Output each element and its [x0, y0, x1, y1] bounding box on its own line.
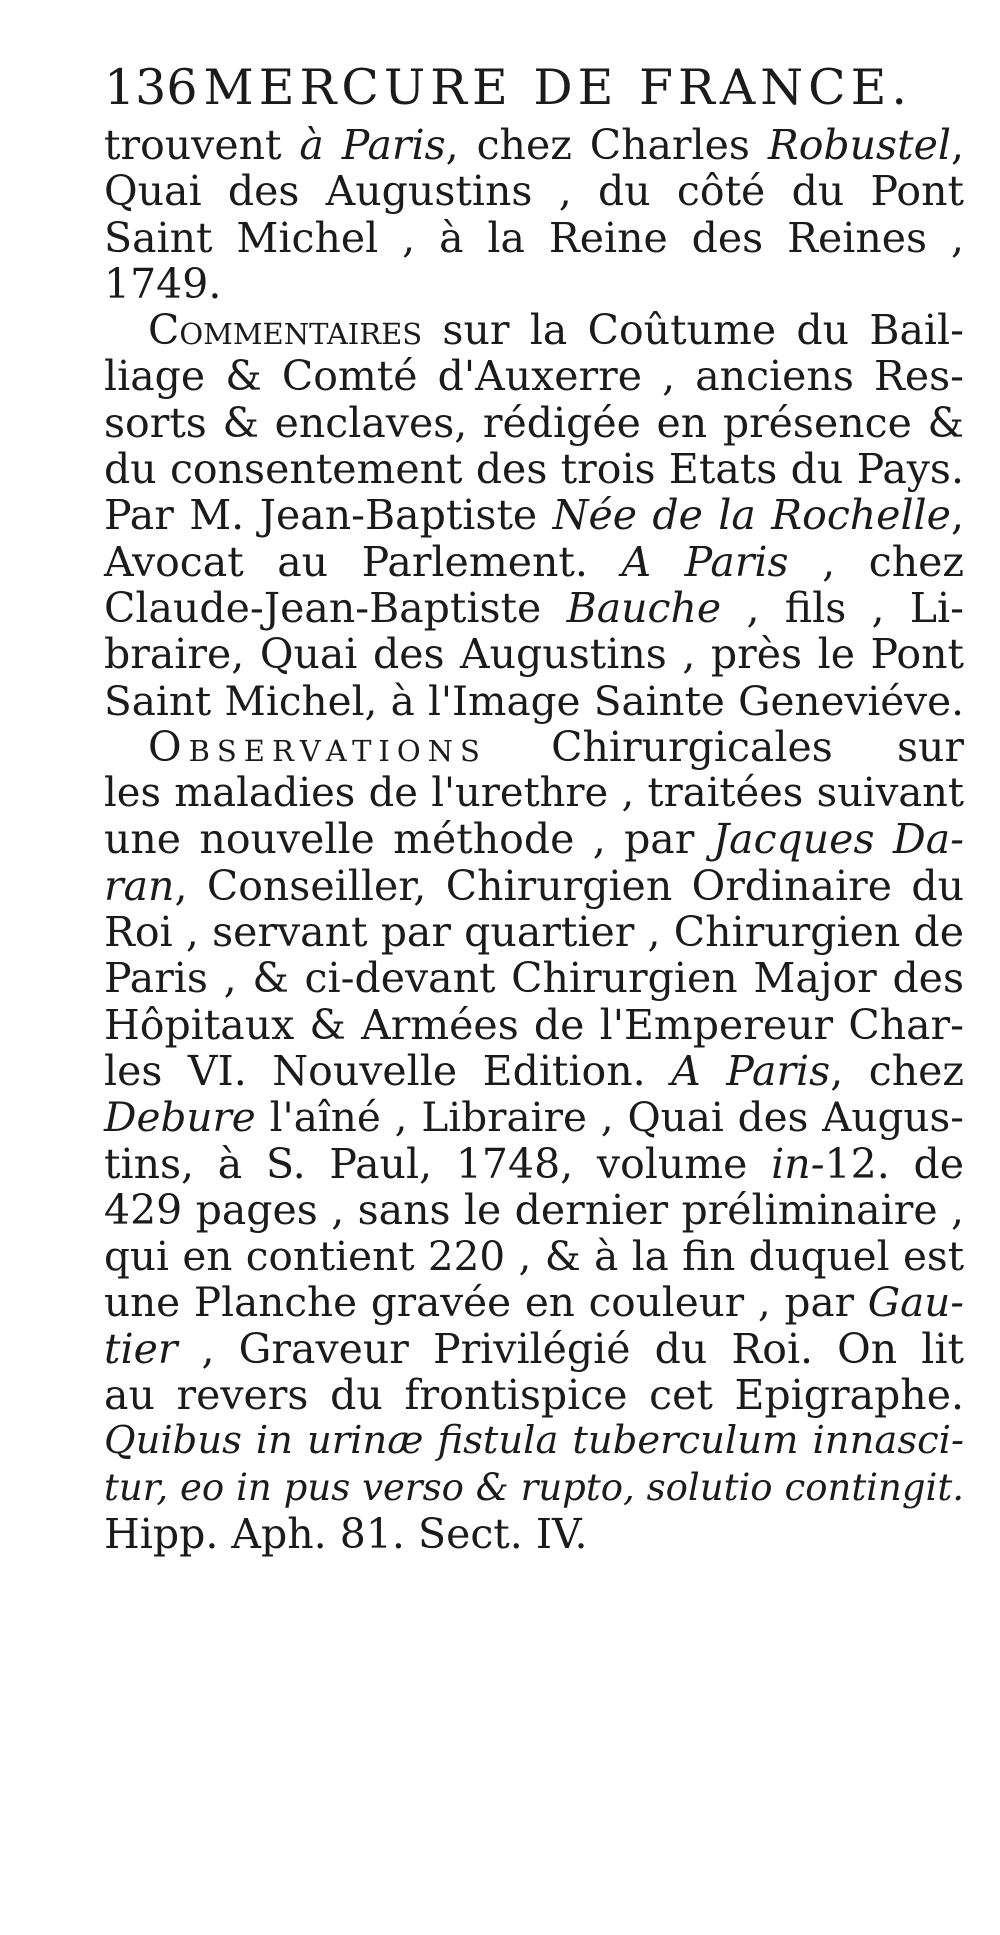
text-segment: à Paris — [299, 121, 446, 169]
text-segment: Commentaires — [148, 306, 423, 355]
text-segment: liage & Comté d'Auxerre , anciens Res- — [104, 352, 964, 401]
page-content — [104, 58, 964, 1557]
text-segment: tins, à S. Paul, 1748, volume — [104, 1139, 772, 1188]
text-body — [104, 122, 964, 1557]
running-header — [104, 58, 964, 118]
text-segment: une nouvelle méthode , par — [104, 815, 713, 864]
text-segment: Avocat au Parlement. — [104, 537, 622, 586]
text-segment: braire, Quai des Augustins , près le Pont — [104, 630, 964, 679]
text-segment: Chirurgicales sur — [486, 722, 964, 771]
text-line — [104, 1233, 964, 1279]
text-segment: Jacques Da- — [712, 815, 964, 864]
text-line — [104, 1465, 964, 1511]
text-line — [104, 492, 964, 538]
text-segment: Saint Michel , à la Reine des Reines , — [104, 213, 964, 262]
text-line — [104, 122, 964, 168]
text-segment: Par M. Jean-Baptiste — [104, 491, 553, 540]
text-segment: A Paris — [621, 537, 789, 586]
text-line — [104, 400, 964, 446]
text-segment: qui en contient 220 , & à la fin duquel est — [104, 1232, 964, 1281]
text-segment: Observations — [148, 722, 487, 771]
text-segment: , Graveur Privilégié du Roi. On lit — [177, 1324, 964, 1373]
text-line — [104, 215, 964, 261]
text-segment: Gau- — [867, 1278, 964, 1327]
text-segment: tier — [104, 1324, 178, 1373]
text-segment: Hôpitaux & Armées de l'Empereur Char- — [104, 1000, 964, 1049]
text-segment: 429 pages , sans le dernier préliminaire , — [104, 1185, 964, 1234]
text-line — [104, 168, 964, 214]
text-line — [104, 770, 964, 816]
text-segment: Hipp. Aph. 81. Sect. IV. — [104, 1509, 588, 1558]
text-segment: ran — [104, 861, 175, 910]
text-segment: , — [950, 121, 964, 169]
text-segment: Née de la Rochelle — [552, 491, 951, 540]
text-line — [104, 1002, 964, 1048]
text-segment: du consentement des trois Etats du Pays. — [104, 445, 964, 494]
text-segment: A Paris — [671, 1046, 831, 1095]
text-segment: , Conseiller, Chirurgien Ordinaire du — [174, 861, 964, 910]
text-segment: sur la Coûtume du Bail- — [422, 306, 964, 355]
text-line — [104, 307, 964, 353]
text-line — [104, 1418, 964, 1464]
text-segment: l'aîné , Libraire , Quai des Augus- — [255, 1093, 964, 1142]
text-segment: , chez Charles — [445, 121, 768, 169]
text-segment: au revers du frontispice cet Epigraphe. — [104, 1371, 964, 1420]
running-title: MERCURE DE FRANCE. — [203, 59, 913, 116]
text-segment: Claude-Jean-Baptiste — [104, 583, 567, 632]
text-segment: Robustel — [767, 121, 951, 169]
text-line — [104, 631, 964, 677]
text-segment: Quibus in urinæ fistula tuberculum innasci- — [104, 1418, 964, 1464]
text-line — [104, 1141, 964, 1187]
text-segment: , — [950, 491, 964, 540]
text-segment: , chez — [830, 1046, 964, 1095]
text-segment: , chez — [788, 537, 964, 586]
text-segment: Quai des Augustins , du côté du Pont — [104, 167, 964, 216]
text-segment: sorts & enclaves, rédigée en présence & — [104, 398, 964, 447]
text-segment: trouvent — [104, 121, 300, 169]
text-line — [104, 816, 964, 862]
text-line — [104, 955, 964, 1001]
text-line — [104, 1511, 964, 1557]
text-line — [104, 353, 964, 399]
text-segment: Paris , & ci-devant Chirurgien Major des — [104, 954, 964, 1003]
text-line — [104, 1048, 964, 1094]
text-segment: Bauche — [566, 583, 722, 632]
text-line — [104, 863, 964, 909]
text-line — [104, 909, 964, 955]
text-line — [104, 1372, 964, 1418]
text-line — [104, 261, 964, 307]
text-line — [104, 585, 964, 631]
text-segment: , fils , Li- — [721, 583, 965, 632]
text-line — [104, 678, 964, 724]
text-line — [104, 1279, 964, 1325]
text-segment: tur, eo in pus verso & rupto, solutio contingit. — [104, 1465, 964, 1509]
text-segment: 12. de — [824, 1139, 964, 1188]
text-line — [104, 1326, 964, 1372]
text-segment: 1749. — [104, 259, 222, 308]
page-number: 136 — [104, 59, 198, 116]
text-segment: Roi , servant par quartier , Chirurgien de — [104, 908, 964, 957]
text-segment: Debure — [104, 1093, 256, 1142]
text-segment: Saint Michel, à l'Image Sainte Geneviéve. — [104, 676, 964, 725]
text-line — [104, 724, 964, 770]
text-segment: in- — [771, 1139, 825, 1188]
text-segment: une Planche gravée en couleur , par — [104, 1278, 868, 1327]
text-line — [104, 1094, 964, 1140]
text-line — [104, 446, 964, 492]
text-line — [104, 1187, 964, 1233]
text-segment: les maladies de l'urethre , traitées suivant — [104, 770, 964, 817]
text-segment: les VI. Nouvelle Edition. — [104, 1046, 672, 1095]
text-line — [104, 539, 964, 585]
